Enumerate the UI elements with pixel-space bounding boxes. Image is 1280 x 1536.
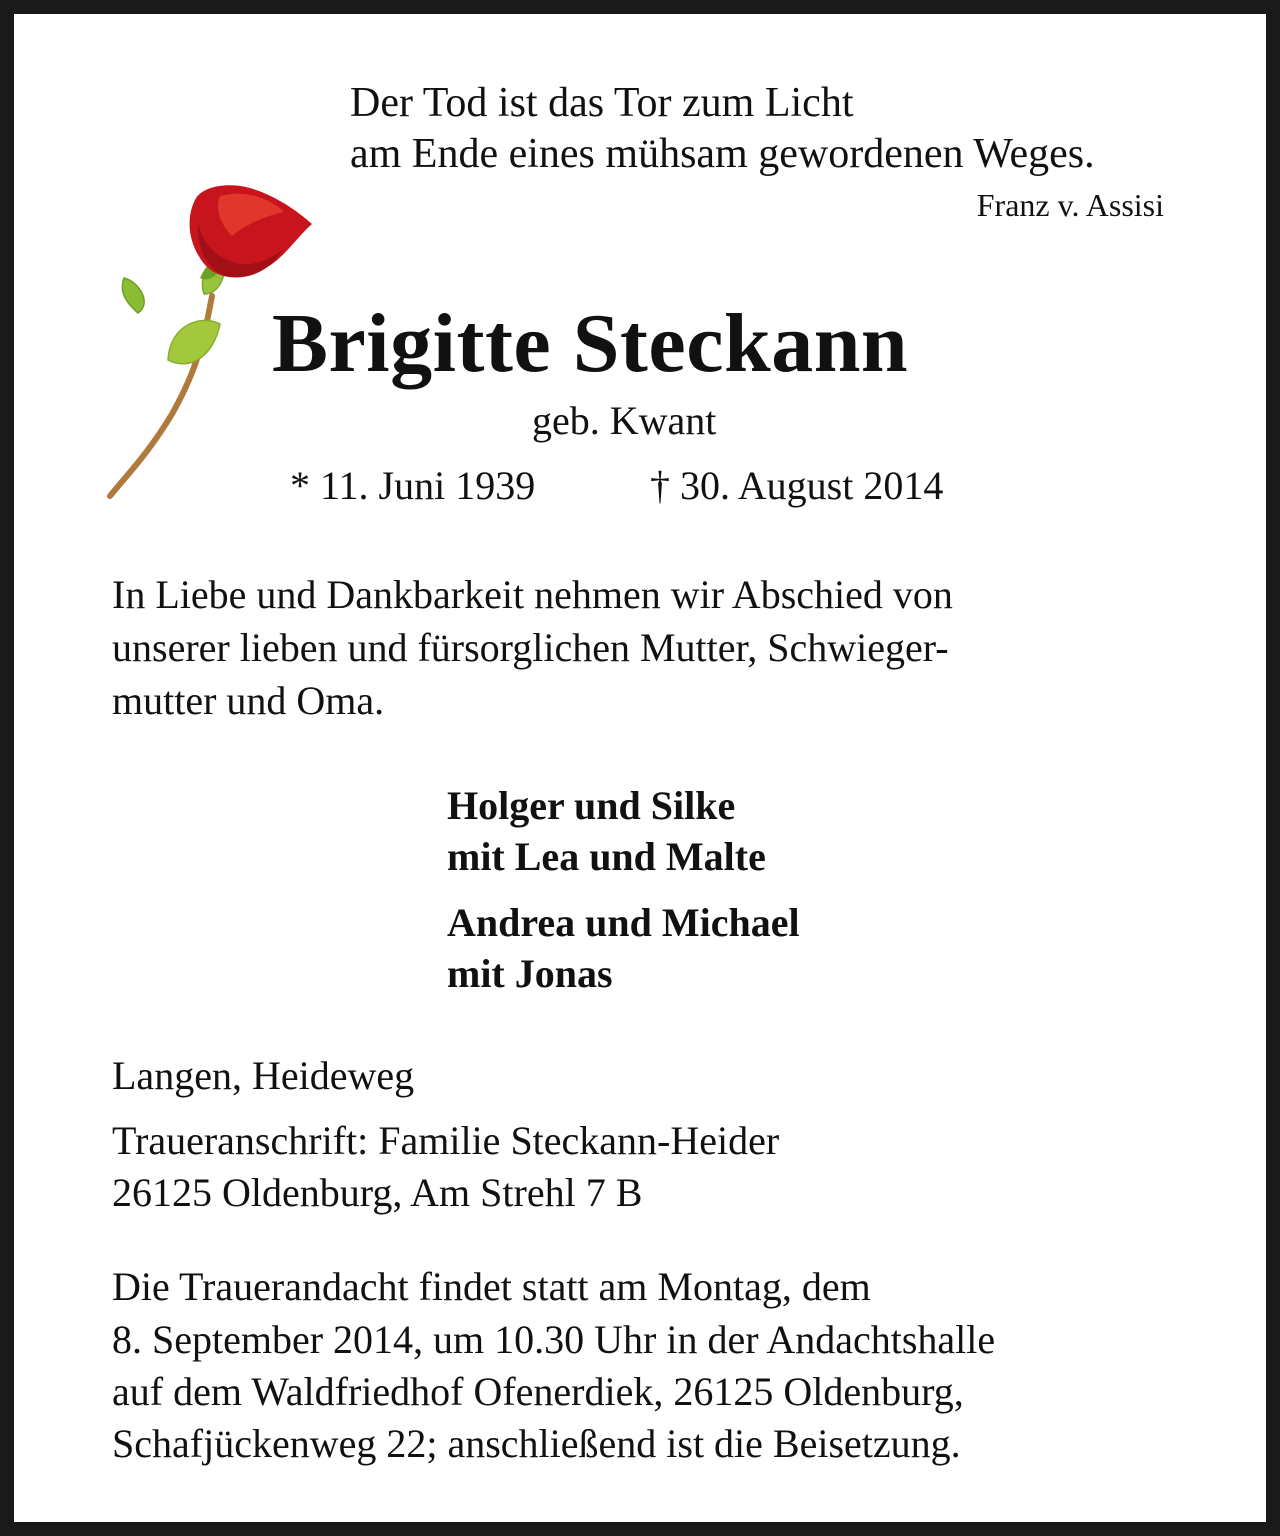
service-line-2: 8. September 2014, um 10.30 Uhr in der Andachtshalle	[112, 1317, 996, 1362]
location: Langen, Heideweg	[112, 1053, 415, 1098]
farewell-line-3: mutter und Oma.	[112, 678, 385, 723]
family-group-1-line-1: Holger und Silke	[447, 783, 736, 828]
mourning-address-line-1: Traueranschrift: Familie Steckann-Heider	[112, 1118, 780, 1163]
birth-date: * 11. Juni 1939	[290, 463, 536, 508]
service-line-3: auf dem Waldfriedhof Ofenerdiek, 26125 Oldenburg,	[112, 1369, 964, 1414]
farewell-line-1: In Liebe und Dankbarkeit nehmen wir Abschied von	[112, 572, 953, 617]
family-group-2-line-1: Andrea und Michael	[447, 900, 800, 945]
mourning-address-line-2: 26125 Oldenburg, Am Strehl 7 B	[112, 1170, 643, 1215]
service-line-4: Schafjückenweg 22; anschließend ist die Beisetzung.	[112, 1421, 961, 1466]
rose-leaf-large	[168, 320, 220, 363]
death-date: † 30. August 2014	[650, 463, 944, 508]
quote-line-2: am Ende eines mühsam gewordenen Weges.	[350, 131, 1095, 177]
family-group-2-line-2: mit Jonas	[447, 951, 613, 996]
birth-name: geb. Kwant	[532, 398, 717, 443]
service-line-1: Die Trauerandacht findet statt am Montag, dem	[112, 1264, 871, 1309]
deceased-name: Brigitte Steckann	[272, 297, 909, 390]
farewell-line-2: unserer lieben und fürsorglichen Mutter, Schwieger-	[112, 625, 949, 670]
quote-author: Franz v. Assisi	[976, 187, 1164, 223]
rose-leaf-small	[122, 278, 144, 313]
family-group-1-line-2: mit Lea und Malte	[447, 834, 766, 879]
quote-line-1: Der Tod ist das Tor zum Licht	[350, 80, 854, 126]
